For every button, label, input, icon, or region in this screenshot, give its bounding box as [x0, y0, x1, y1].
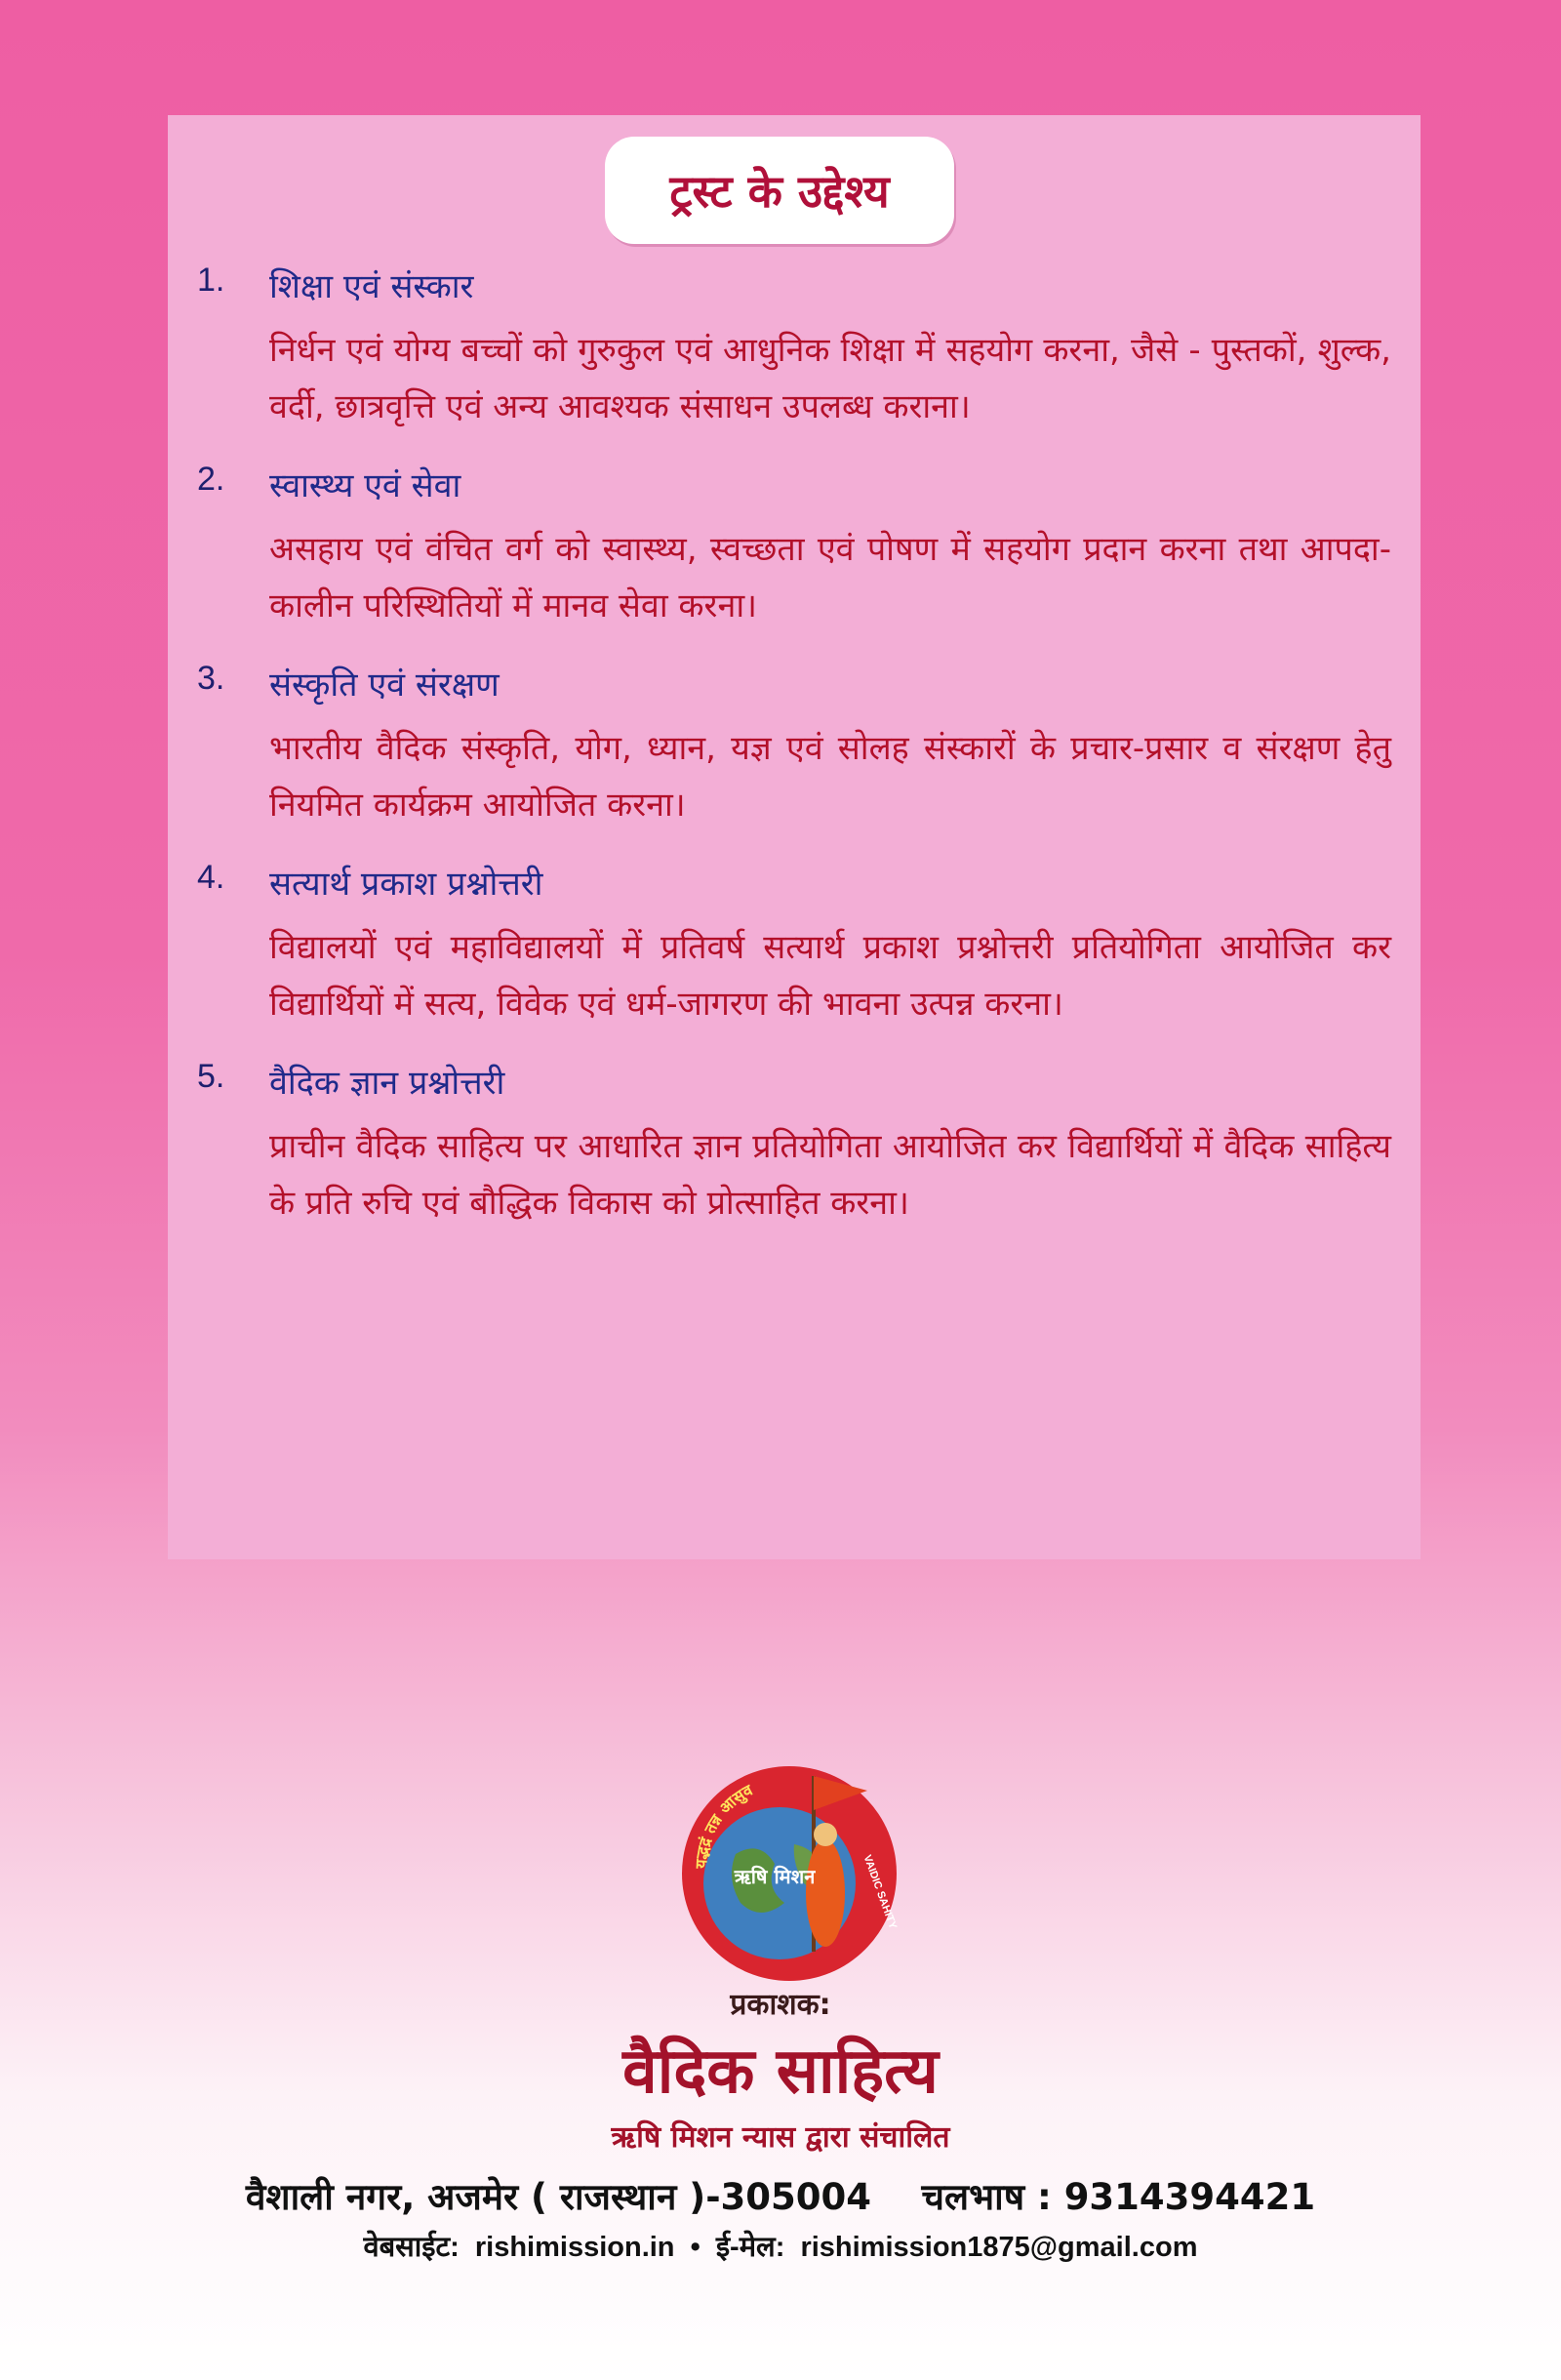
item-text: विद्यालयों एवं महाविद्यालयों में प्रतिवर्ष सत्यार्थ प्रकाश प्रश्नोत्तरी प्रतियोगिता आयोजित कर विद्यार्थियों में सत्य, विवेक एवं धर्म-जागरण की भावना उत्पन्न करना। — [269, 928, 1391, 1024]
objective-item — [168, 461, 1421, 634]
email-label: ई-मेल: — [715, 2232, 785, 2263]
objectives-panel — [168, 115, 1421, 1559]
item-heading: शिक्षा एवं संस्कार — [269, 267, 474, 306]
item-number: 2. — [197, 461, 225, 498]
logo-center-text: ऋषि मिशन — [734, 1865, 816, 1888]
email-link[interactable]: rishimission1875@gmail.com — [800, 2232, 1198, 2263]
item-text: भारतीय वैदिक संस्कृति, योग, ध्यान, यज्ञ एवं सोलह संस्कारों के प्रचार-प्रसार व संरक्षण हेतु नियमित कार्यक्रम आयोजित करना। — [269, 729, 1391, 825]
item-heading: वैदिक ज्ञान प्रश्नोत्तरी — [269, 1064, 505, 1103]
contact-line — [0, 2227, 1561, 2265]
item-text: असहाय एवं वंचित वर्ग को स्वास्थ्य, स्वच्छता एवं पोषण में सहयोग प्रदान करना तथा आपदा-कालीन परिस्थितियों में मानव सेवा करना। — [269, 530, 1391, 625]
website-label: वेबसाईट: — [363, 2232, 460, 2263]
logo-top-text: यद्भद्रं तन्न आसुव — [691, 1780, 756, 1870]
address-line — [0, 2170, 1561, 2220]
separator: • — [690, 2232, 700, 2263]
item-number: 4. — [197, 859, 225, 896]
item-number: 1. — [197, 262, 225, 299]
publisher-name: वैदिक साहित्य — [622, 2035, 939, 2108]
item-text: प्राचीन वैदिक साहित्य पर आधारित ज्ञान प्रतियोगिता आयोजित कर विद्यार्थियों में वैदिक साहित्य के प्रति रुचि एवं बौद्धिक विकास को प्रोत्साहित करना। — [269, 1127, 1391, 1223]
panel-title: ट्रस्ट के उद्देश्य — [669, 165, 890, 218]
address: वैशाली नगर, अजमेर ( राजस्थान )-305004 — [245, 2176, 872, 2218]
objective-item — [168, 859, 1421, 1032]
item-number: 3. — [197, 660, 225, 697]
phone-number: 9314394421 — [1063, 2176, 1316, 2218]
rishi-mission-logo — [667, 1747, 911, 1991]
objectives-list — [168, 262, 1421, 1257]
objective-item — [168, 1058, 1421, 1231]
item-number: 5. — [197, 1058, 225, 1095]
item-text: निर्धन एवं योग्य बच्चों को गुरुकुल एवं आधुनिक शिक्षा में सहयोग करना, जैसे - पुस्तकों, शुल्क, वर्दी, छात्रवृत्ति एवं अन्य आवश्यक संसाधन उपलब्ध कराना। — [269, 331, 1391, 426]
website-link[interactable]: rishimission.in — [474, 2232, 675, 2263]
publisher-subtitle: ऋषि मिशन न्यास द्वारा संचालित — [611, 2120, 950, 2155]
objective-item — [168, 660, 1421, 833]
phone-label: चलभाष : — [921, 2176, 1052, 2218]
sage-figure-icon — [806, 1839, 845, 1947]
publisher-label: प्रकाशक: — [730, 1988, 831, 2022]
item-heading: स्वास्थ्य एवं सेवा — [269, 466, 461, 505]
logo-right-text: VAIDIC SAHITY — [861, 1853, 900, 1931]
item-heading: संस्कृति एवं संरक्षण — [269, 666, 500, 705]
objective-item — [168, 262, 1421, 435]
title-badge — [605, 137, 954, 244]
item-heading: सत्यार्थ प्रकाश प्रश्नोत्तरी — [269, 865, 543, 904]
